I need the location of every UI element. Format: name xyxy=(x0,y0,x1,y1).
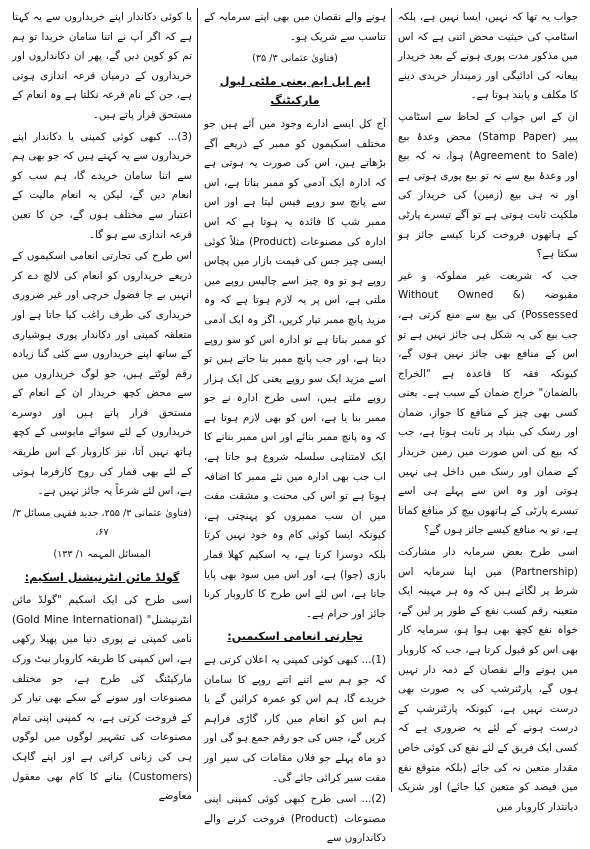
paragraph: اس طرح کی تجارتی انعامی اسکیموں کے ذریعے خریداروں کو انعام کی لالچ دے کر انہیں بے جا فضول خرچی اور غیر ضروری خریداری کی طرف راغب کیا جاتا ہے اور متعلقہ کمپنی اور دکاندار پوری ہوشیاری کے ساتھ اپنے خریداروں سے کئی گنا زیادہ رقم لوٹتے ہیں، جو لوگ خریداروں میں سے محض کچھ خریدار ان کے انعام کے مستحق قرار پاتے ہیں اور دوسرے خریداروں کے لئے سوائے مایوسی کے کچھ ہاتھ نہیں آتا، نیز کاروبار کے اس طریقہ کے لئے بھی قمار کی روح کارفرما ہوتی ہے، اس لئے شرعاً یہ جائز نہیں ہے۔ xyxy=(12,250,192,498)
column-right xyxy=(398,8,578,813)
paragraph: ان کے اس جواب کے لحاظ سے اسٹامپ پیپر (Stamp Paper) محض وعدۂ بیع (Agreement to Sale) ہوا، نہ کہ بیع اور وعدۂ بیع سے نہ تو بیع پوری ہوتی ہے اور نہ ہی بیع (زمین) کی خریدار کی ملکیت ثابت ہوتی ہے تو آگے تیسرے پارٹی کے ہاتھوں فروخت کرنا کیسے جائز ہو سکتا ہے؟ xyxy=(398,110,578,261)
paragraph: اسی طرح بعض سرمایہ دار مشارکت (Partnership) میں اپنا سرمایہ اس شرط پر لگاتے ہیں کہ وہ ہر مہینہ ایک متعینہ رقم کسب نفع کے طور پر لیں گے، خواہ نفع کچھ بھی ہوا ہو، سرمایہ کار بھی اس کو قبول کرتا ہے، جب کہ کاروبار میں ہونے والے نقصان کے ذمہ دار نہیں ہوں گے، پارٹنرشپ کی یہ صورت بھی درست نہیں ہے، کیونکہ پارٹنرشپ کے درست ہونے کے لئے یہ ضروری ہے کہ کسی ایک فریق کے لئے نفع کی کوئی خاص مقدار متعین نہ کی جائے (بلکہ متوقع نفع میں فیصد کو متعین کیا جائے) اور شریک دیانتدار کاروبار میں xyxy=(398,546,578,813)
column-left xyxy=(12,8,192,803)
paragraph: ہونے والے نقصان میں بھی اپنے سرمایہ کے تناسب سے شریک ہو۔ xyxy=(204,11,386,43)
section-heading-schemes: تجارتی انعامی اسکیمیں: xyxy=(227,630,363,644)
paragraph: اسی طرح کی ایک اسکیم "گولڈ مائن انٹرنیشنل" (Gold Mine International) نامی کمپنی نے پوری دنیا میں پھیلا رکھی ہے، اس کمپنی کا طریقہ کاروبار نیٹ ورک مارکیٹنگ کی طرح ہے، جو مختلف مصنوعات اور سونے کے سکے بھی تیار کر کے فروخت کرتی ہے، یہ کمپنی اپنی تمام مصنوعات کی تشہیر لوگوں میں لوگوں ہی کی زبانی کراتی ہے اور اپنے گاہک (Customers) بنانے کا کام بھی معقول معاوضے xyxy=(12,594,192,803)
paragraph: جواب یہ تھا کہ نہیں، ایسا نہیں ہے، بلکہ اسٹامپ کی حیثیت محض اتنی ہے کہ اس میں مذکور مدت پوری ہونے کے بعد خریدار بیعانہ کی ادائیگی اور زمیندار خریدی دینے کا مکلف و پابند ہوتا ہے۔ xyxy=(398,11,578,102)
column-middle xyxy=(204,8,387,845)
paragraph: یا کوئی دکاندار اپنے خریداروں سے یہ کہتا ہے کہ اگر آپ نے اتنا سامان خریدا تو ہم تم کو کوپن دیں گے، پھر ان دکانداروں اور خریداروں کے درمیان قرعہ اندازی ہوتی ہے، جن کے نام قرعہ نکلتا ہے وہ انعام کے مستحق قرار پاتے ہیں۔ xyxy=(12,11,192,121)
list-item: (2)... اسی طرح کبھی کوئی کمپنی اپنی مصنوعات (Product) فروخت کرنے والے دکانداروں سے xyxy=(204,793,386,845)
list-item: (1)... کبھی کوئی کمپنی یہ اعلان کرتی ہے کہ جو ہم سے اتنے اتنے روپے کا سامان خریدے گا، ہم اس کو عمرہ کرائیں گے یا ہم اس کو انعام میں کار، گاڑی فراہم کریں گے، جس کی جو رقم جمع ہو گی اور دو ماہ پہلے جو فلاں مقامات کی سیر اور مفت سیر کرائی جائے گی۔ xyxy=(204,654,386,784)
document-page xyxy=(12,8,578,845)
section-heading-gold-mine: گولڈ مائن انٹرنیشنل اسکیم: xyxy=(24,570,180,584)
citation: المسائل المہمہ ۱/ ۱۳۳) xyxy=(53,549,151,561)
citation: (فتاویٰ عثمانی ۳/ ۳۵) xyxy=(252,53,338,65)
column-divider xyxy=(391,8,392,792)
section-heading-mlm: ایم ایل ایم یعنی ملٹی لیول مارکیٹنگ xyxy=(219,74,371,108)
paragraph: (3)... کبھی کوئی کمپنی یا دکاندار اپنے خریداروں سے یہ کہتے ہیں کہ جو بھی ہم سے اتنا سامان خریدے گا، ہم سب کو انعام دیں گے، لیکن یہ انعام مالیت کے اعتبار سے مختلف ہوں گے، جن کا تعین قرعہ اندازی سے ہو گا۔ xyxy=(12,130,192,241)
paragraph: آج کل ایسے ادارے وجود میں آئے ہیں جو مختلف اسکیموں کو ممبر کے ذریعے آگے بڑھاتے ہیں، اس کی صورت یہ ہوتی ہے کہ ادارہ ایک آدمی کو ممبر بناتا ہے، اس سے پانچ سو روپے فیس لیتا ہے اور اس ممبر شپ کا فائدہ یہ ہوتا ہے کہ اس ادارہ کی مصنوعات (Product) مثلاً کوئی ایسی چیز جس کی قیمت بازار میں پچاس روپے ہو تو وہ چیز اسے چالیس روپے میں ملتی ہے، اس پر یہ لازم ہوتا ہے کہ وہ مزید پانچ ممبر تیار کریں، اگر وہ ایک آدمی کو ممبر بناتا ہے تو ادارہ اس کو سو روپے دیتا ہے، اور جب پانچ ممبر بنا جاتے ہیں تو اسے مزید ایک سو روپے یعنی کل ایک ہزار روپے ملتے ہیں، اسی طرح ادارہ نے جو ممبر بنا یا ہے، اس کو بھی لازم ہوتا ہے کہ وہ پانچ ممبر بنائے اور اس ممبر بنانے کا ایک لامتناہی سلسلہ شروع ہو جاتا ہے، اب جب بھی ادارہ میں نئے ممبر کا اضافہ ہوتا ہے تو اس کی محنت و مشقت مفت میں ان سب ممبروں کو پہنچتی ہے، کیونکہ ایسا کوئی کام وہ خود نہیں کرتا بلکہ دوسرا کرتا ہے، یہ اسکیم کھلا قمار بازی (جوا) ہے، اور اس میں سود بھی پایا جاتا ہے، اس لئے اس طرح کا کاروبار کرنا جائز اور حرام ہے۔ xyxy=(204,117,387,620)
paragraph: جب کہ شریعت غیر مملوکہ و غیر مقبوضہ (Without Owned & Possessed) کی بیع سے منع کرتی ہے، جب بیع کی یہ شکل ہی جائز نہیں ہے تو اس کے منافع بھی جائز نہیں ہوں گے، کیونکہ فقہ کا قاعدہ ہے "الخراج بالضمان" خراج ضمان کے سبب ہے۔ یعنی کسی بھی چیز کے منافع کا جواز، ضمان اور رسک کی بنیاد پر ثابت ہوتا ہے، جب کہ بیع کی اس صورت میں زمین خریدار کے ضمان اور رسک میں داخل ہی نہیں ہوتی اور وہ اس سے پہلے ہی اسے تیسرے پارٹی کے ہاتھوں بیچ کر منافع کماتا ہے، تو یہ منافع کیسے جائز ہوں گے؟ xyxy=(398,269,578,537)
column-divider xyxy=(197,8,198,792)
citation: (فتاویٰ عثمانی ۳/ ۲۵۵، جدید فقہی مسائل ۳/ ۶۷، xyxy=(12,507,192,539)
